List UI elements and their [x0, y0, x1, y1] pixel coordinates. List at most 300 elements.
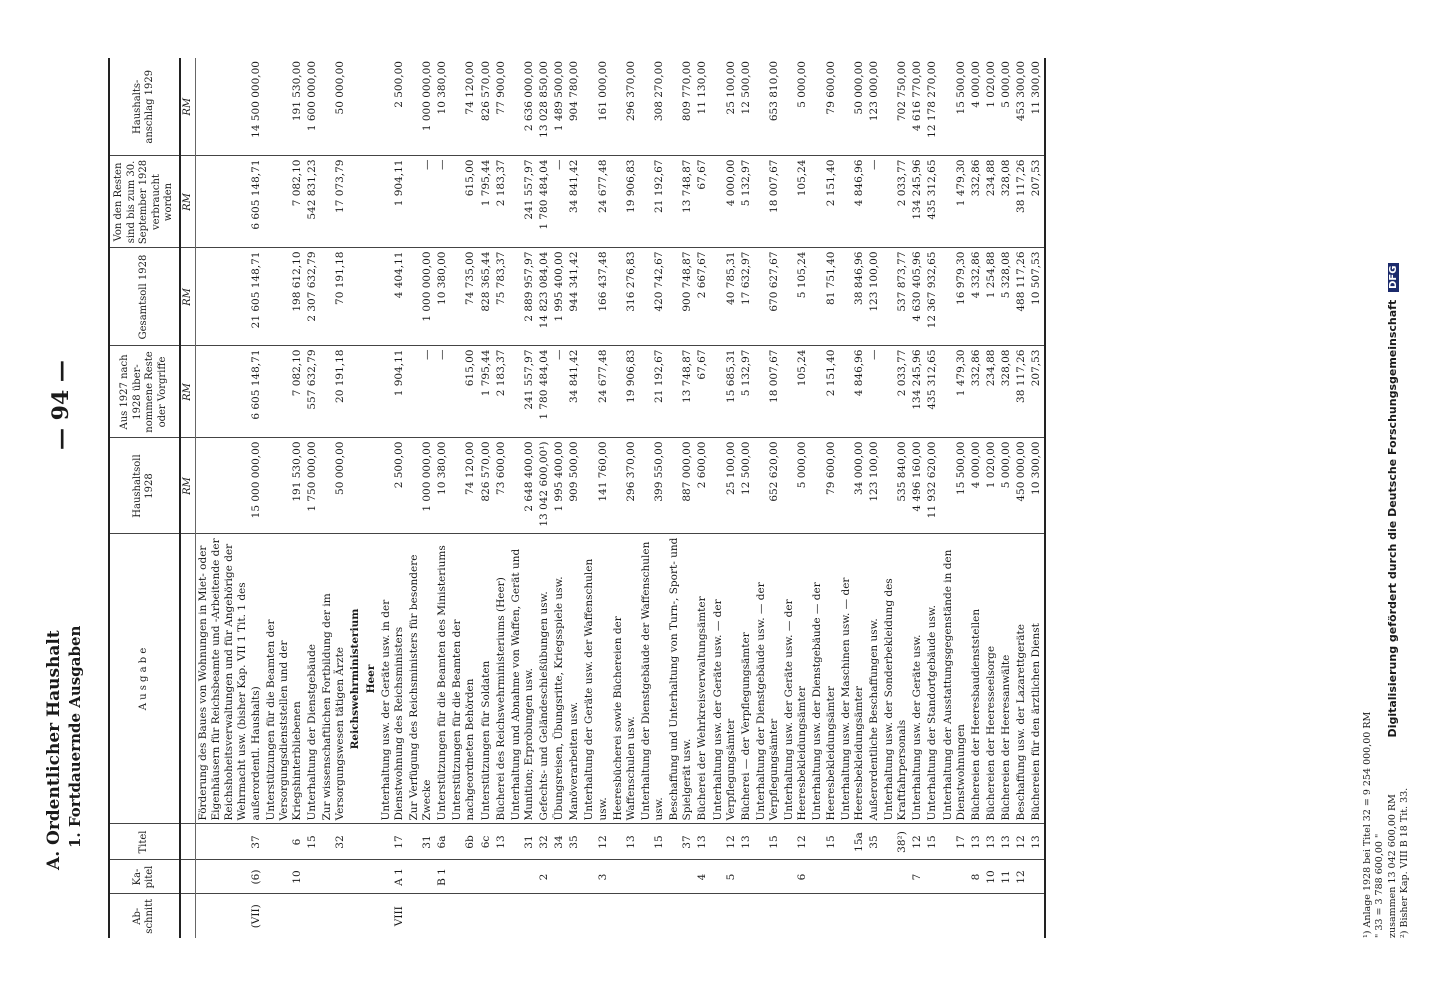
reste-cell: 24 677,48	[582, 346, 610, 438]
soll-1928-cell: 12 500,00	[739, 438, 754, 534]
verbraucht-cell: 7 082,10	[264, 156, 305, 248]
budget-table	[108, 58, 1046, 938]
titel-cell: 13	[695, 824, 710, 860]
gesamtsoll-cell: 4 630 405,96	[910, 248, 925, 346]
gesamtsoll-cell: 316 276,83	[611, 248, 639, 346]
digitization-text: Digitalisierung gefördert durch die Deutsche Forschungsgemeinschaft	[1386, 299, 1399, 738]
col-verbraucht: Von den Resten sind bis zum 30. September 1928 verbraucht worden	[109, 156, 180, 248]
reste-cell: 615,00	[450, 346, 478, 438]
table-row	[552, 58, 567, 938]
kapitel-cell: 10	[984, 860, 999, 894]
ausgabe-cell: Manöverarbeiten usw.	[567, 534, 582, 824]
kapitel-cell	[567, 860, 582, 894]
verbraucht-cell: 328,08	[999, 156, 1014, 248]
reste-cell: 105,24	[782, 346, 810, 438]
table-row	[667, 58, 695, 938]
soll-1928-cell: 399 550,00	[639, 438, 667, 534]
abschnitt-cell	[984, 894, 999, 938]
col-reste: Aus 1927 nach 1928 über-nommene Reste oder Vorgriffe	[109, 346, 180, 438]
kapitel-cell	[739, 860, 754, 894]
kapitel-cell	[810, 860, 838, 894]
col-kapitel: Ka-pitel	[109, 860, 180, 894]
anschlag-1929-cell: 50 000,00	[852, 61, 865, 115]
anschlag-1929-cell: 826 570,00	[479, 61, 492, 122]
soll-1928-cell: 73 600,00	[494, 438, 509, 534]
reste-cell: 234,88	[984, 346, 999, 438]
soll-1928-cell: 191 530,00	[264, 438, 305, 534]
ausgabe-cell: Beschaffung und Unterhaltung von Turn-, Sport- und Spielgerät usw.	[667, 534, 695, 824]
col-gesamtsoll: Gesamtsoll 1928	[109, 248, 180, 346]
soll-1928-cell: 25 100,00	[711, 438, 739, 534]
verbraucht-cell: 18 007,67	[754, 156, 782, 248]
reste-cell: —	[867, 346, 882, 438]
abschnitt-cell	[782, 894, 810, 938]
titel-cell: 12	[910, 824, 925, 860]
verbraucht-cell: 241 557,97	[509, 156, 537, 248]
table-row	[305, 58, 320, 938]
ausgabe-cell: Unterhaltung usw. der Geräte usw. in der Dienstwohnung des Reichsministers	[379, 534, 407, 824]
reste-cell: 332,86	[969, 346, 984, 438]
kapitel-cell: 5	[711, 860, 739, 894]
reste-cell: 5 132,97	[739, 346, 754, 438]
gesamtsoll-cell: 2 667,67	[695, 248, 710, 346]
reste-cell: 207,53	[1029, 346, 1045, 438]
reste-cell: 435 312,65	[925, 346, 940, 438]
ausgabe-cell: Förderung des Baues von Wohnungen in Miet- oder Eigenhäusern für Reichsbeamte und -Arbeitende der Reichshoheitsverwaltungen und für Angehörige der Wehrmacht usw. (bisher Kap. VII 1 Tit. 1 des außerordentl. Haushalts)	[196, 534, 264, 824]
table-row	[969, 58, 984, 938]
verbraucht-cell: 34 841,42	[567, 156, 582, 248]
soll-1928-cell: 535 840,00	[882, 438, 910, 534]
table-row	[910, 58, 925, 938]
titel-cell: 35	[567, 824, 582, 860]
abschnitt-cell	[435, 894, 450, 938]
soll-1928-cell: 34 000,00	[839, 438, 867, 534]
anschlag-1929-cell: 4 000,00	[969, 61, 982, 108]
soll-1928-cell: 10 380,00	[435, 438, 450, 534]
soll-1928-cell: 13 042 600,00¹)	[537, 438, 552, 534]
table-row	[810, 58, 838, 938]
soll-1928-cell: 15 000 000,00	[196, 438, 264, 534]
reste-cell: —	[552, 346, 567, 438]
page-number: — 94 —	[48, 360, 74, 450]
anschlag-1929-cell: 123 000,00	[867, 61, 880, 122]
anschlag-1929-cell: 2 500,00	[392, 61, 405, 108]
table-row	[782, 58, 810, 938]
kapitel-cell	[320, 860, 348, 894]
kapitel-cell	[754, 860, 782, 894]
kapitel-cell	[611, 860, 639, 894]
gesamtsoll-cell: 1 254,88	[984, 248, 999, 346]
gesamtsoll-cell: 1 000 000,00	[407, 248, 435, 346]
table-row	[479, 58, 494, 938]
kapitel-cell	[667, 860, 695, 894]
verbraucht-cell: 542 831,23	[305, 156, 320, 248]
gesamtsoll-cell: 17 632,97	[739, 248, 754, 346]
titel-cell: 38²)	[882, 824, 910, 860]
verbraucht-cell: 435 312,65	[925, 156, 940, 248]
kapitel-cell: (6)	[196, 860, 264, 894]
titel-cell: 15	[754, 824, 782, 860]
titel-cell: 31	[407, 824, 435, 860]
reste-cell: 1 904,11	[379, 346, 407, 438]
dfg-logo: DFG	[1388, 263, 1399, 292]
reste-cell: 21 192,67	[639, 346, 667, 438]
reste-cell: 1 479,30	[941, 346, 969, 438]
ausgabe-cell: Büchereien der Heeresanwälte	[999, 534, 1014, 824]
abschnitt-cell	[582, 894, 610, 938]
ausgabe-cell: Unterhaltung usw. der Maschinen usw. — der Heeresbekleidungsämter	[839, 534, 867, 824]
table-body	[196, 58, 1046, 938]
kapitel-cell: 8	[969, 860, 984, 894]
verbraucht-cell: 17 073,79	[320, 156, 348, 248]
table-row	[320, 58, 348, 938]
abschnitt-cell	[941, 894, 969, 938]
anschlag-1929-cell: 453 300,00	[1015, 61, 1028, 122]
soll-1928-cell: 4 000,00	[969, 438, 984, 534]
verbraucht-cell: 332,86	[969, 156, 984, 248]
abschnitt-cell	[494, 894, 509, 938]
kapitel-cell: 3	[582, 860, 610, 894]
table-row	[435, 58, 450, 938]
abschnitt-cell	[882, 894, 910, 938]
table-row	[494, 58, 509, 938]
table-row	[379, 58, 407, 938]
ausgabe-cell: Büchereien der Heeresseelsorge	[984, 534, 999, 824]
ausgabe-cell: Unterstützungen für Soldaten	[479, 534, 494, 824]
kapitel-cell: 10	[264, 860, 305, 894]
anschlag-1929-cell: 2 636 000,00	[522, 61, 535, 132]
abschnitt-cell	[509, 894, 537, 938]
reste-cell: 241 557,97	[509, 346, 537, 438]
titel-cell: 13	[1029, 824, 1045, 860]
titel-cell: 37	[196, 824, 264, 860]
titel-cell: 32	[537, 824, 552, 860]
verbraucht-cell: 24 677,48	[582, 156, 610, 248]
verbraucht-cell: 234,88	[984, 156, 999, 248]
reste-cell: 557 632,79	[305, 346, 320, 438]
abschnitt-cell	[537, 894, 552, 938]
ausgabe-cell: Heeresbücherei sowie Büchereien der Waffenschulen usw.	[611, 534, 639, 824]
col-titel: Titel	[109, 824, 180, 860]
table-row	[407, 58, 435, 938]
verbraucht-cell: 1 795,44	[479, 156, 494, 248]
table-row	[882, 58, 910, 938]
verbraucht-cell: 105,24	[782, 156, 810, 248]
ausgabe-cell: Unterhaltung usw. der Geräte usw. — der Verpflegungsämter	[711, 534, 739, 824]
gesamtsoll-cell: 944 341,42	[567, 248, 582, 346]
anschlag-1929-cell: 77 900,00	[494, 61, 507, 115]
digitization-note	[1386, 0, 1399, 1000]
section-heading-row	[364, 58, 379, 938]
titel-cell: 31	[509, 824, 537, 860]
footnote-line: " 33 = 3 788 600,00 "	[1374, 833, 1386, 938]
ausgabe-cell: Unterstützungen für die Beamten der Versorgungsdienststellen und der Kriegshinterbliebenen	[264, 534, 305, 824]
verbraucht-cell: 67,67	[695, 156, 710, 248]
gesamtsoll-cell: 123 100,00	[867, 248, 882, 346]
gesamtsoll-cell: 420 742,67	[639, 248, 667, 346]
reste-cell: 34 841,42	[567, 346, 582, 438]
verbraucht-cell: 1 904,11	[379, 156, 407, 248]
reste-cell: 134 245,96	[910, 346, 925, 438]
kapitel-cell: A 1	[379, 860, 407, 894]
titel-cell: 13	[611, 824, 639, 860]
ausgabe-cell: Beschaffung usw. der Lazarettgeräte	[1014, 534, 1029, 824]
titel-cell: 15	[305, 824, 320, 860]
col-anschlag-1929: Haushalts-anschlag 1929	[109, 58, 180, 156]
footnote-line: zusammen 13 042 600,00 RM	[1386, 794, 1398, 938]
unit-label: RM	[180, 248, 196, 346]
verbraucht-cell: 134 245,96	[910, 156, 925, 248]
kapitel-cell: 2	[537, 860, 552, 894]
anschlag-1929-cell: 1 489 500,00	[553, 61, 566, 132]
col-soll-1928: Haushaltsoll 1928	[109, 438, 180, 534]
anschlag-1929-cell: 308 270,00	[653, 61, 665, 122]
ausgabe-cell: Zur wissenschaftlichen Fortbildung der im Versorgungswesen tätigen Ärzte	[320, 534, 348, 824]
ausgabe-cell: Gefechts- und Geländeschießübungen usw.	[537, 534, 552, 824]
verbraucht-cell: 207,53	[1029, 156, 1045, 248]
anschlag-1929-cell: 1 020,00	[984, 61, 997, 108]
kapitel-cell	[494, 860, 509, 894]
section-heading	[44, 625, 84, 870]
ausgabe-cell: Bücherei der Wehrkreisverwaltungsämter	[695, 534, 710, 824]
verbraucht-cell: 1 780 484,04	[537, 156, 552, 248]
abschnitt-cell	[867, 894, 882, 938]
col-ausgabe: A u s g a b e	[109, 534, 180, 824]
verbraucht-cell: 2 151,40	[810, 156, 838, 248]
unit-label: RM	[180, 156, 196, 248]
verbraucht-cell: 615,00	[450, 156, 478, 248]
reste-cell: 1 795,44	[479, 346, 494, 438]
soll-1928-cell: 1 750 000,00	[305, 438, 320, 534]
ausgabe-cell: Unterstützungen für die Beamten des Ministeriums	[435, 534, 450, 824]
titel-cell: 15	[639, 824, 667, 860]
soll-1928-cell: 2 648 400,00	[509, 438, 537, 534]
abschnitt-cell	[320, 894, 348, 938]
abschnitt-cell	[754, 894, 782, 938]
reste-cell: 13 748,87	[667, 346, 695, 438]
abschnitt-cell	[552, 894, 567, 938]
gesamtsoll-cell: 198 612,10	[264, 248, 305, 346]
abschnitt-cell	[305, 894, 320, 938]
ausgabe-cell: Unterhaltung usw. der Geräte usw. — der Heeresbekleidungsämter	[782, 534, 810, 824]
kapitel-cell	[867, 860, 882, 894]
reste-cell: 67,67	[695, 346, 710, 438]
abschnitt-cell	[479, 894, 494, 938]
reste-cell: 328,08	[999, 346, 1014, 438]
gesamtsoll-cell: 4 332,86	[969, 248, 984, 346]
soll-1928-cell: 79 600,00	[810, 438, 838, 534]
table-row	[711, 58, 739, 938]
table-row	[537, 58, 552, 938]
table-row	[925, 58, 940, 938]
abschnitt-cell	[611, 894, 639, 938]
verbraucht-cell: 6 605 148,71	[196, 156, 264, 248]
titel-cell: 13	[984, 824, 999, 860]
titel-cell: 13	[969, 824, 984, 860]
soll-1928-cell: 826 570,00	[479, 438, 494, 534]
abschnitt-cell	[711, 894, 739, 938]
abschnitt-cell	[839, 894, 867, 938]
kapitel-cell	[552, 860, 567, 894]
table-row	[264, 58, 305, 938]
ausgabe-cell: Unterhaltung der Geräte usw. der Waffenschulen usw.	[582, 534, 610, 824]
table-row	[1014, 58, 1029, 938]
abschnitt-cell	[695, 894, 710, 938]
reste-cell: 38 117,26	[1014, 346, 1029, 438]
titel-cell: 13	[494, 824, 509, 860]
reste-cell: 1 780 484,04	[537, 346, 552, 438]
anschlag-1929-cell: 50 000,00	[334, 61, 347, 115]
soll-1928-cell: 450 000,00	[1014, 438, 1029, 534]
gesamtsoll-cell: 2 889 957,97	[509, 248, 537, 346]
abschnitt-cell	[264, 894, 305, 938]
kapitel-cell	[509, 860, 537, 894]
gesamtsoll-cell: 10 380,00	[435, 248, 450, 346]
verbraucht-cell: 4 846,96	[839, 156, 867, 248]
abschnitt-cell	[1029, 894, 1045, 938]
verbraucht-cell: —	[867, 156, 882, 248]
gesamtsoll-cell: 75 783,37	[494, 248, 509, 346]
gesamtsoll-cell: 74 735,00	[450, 248, 478, 346]
gesamtsoll-cell: 670 627,67	[754, 248, 782, 346]
gesamtsoll-cell: 14 823 084,04	[537, 248, 552, 346]
kapitel-cell	[407, 860, 435, 894]
abschnitt-cell	[667, 894, 695, 938]
titel-cell: 34	[552, 824, 567, 860]
reste-cell: —	[435, 346, 450, 438]
verbraucht-cell: 4 000,00	[711, 156, 739, 248]
anschlag-1929-cell: 12 500,00	[739, 61, 752, 115]
unit-row	[180, 58, 196, 938]
reste-cell: 18 007,67	[754, 346, 782, 438]
titel-cell: 37	[667, 824, 695, 860]
gesamtsoll-cell: 1 995 400,00	[552, 248, 567, 346]
anschlag-1929-cell: 809 770,00	[681, 61, 694, 122]
anschlag-1929-cell: 5 000,00	[1000, 61, 1012, 108]
abschnitt-cell	[1014, 894, 1029, 938]
kapitel-cell	[305, 860, 320, 894]
kapitel-cell: 7	[910, 860, 925, 894]
anschlag-1929-cell: 15 500,00	[954, 61, 967, 115]
reste-cell: 2 183,37	[494, 346, 509, 438]
anschlag-1929-cell: 25 100,00	[724, 61, 737, 115]
anschlag-1929-cell: 14 500 000,00	[249, 61, 262, 138]
verbraucht-cell: —	[552, 156, 567, 248]
titel-cell: 15a	[839, 824, 867, 860]
ausgabe-cell: Büchereien für den ärztlichen Dienst	[1029, 534, 1045, 824]
gesamtsoll-cell: 5 328,08	[999, 248, 1014, 346]
anschlag-1929-cell: 904 780,00	[568, 61, 581, 122]
gesamtsoll-cell: 2 307 632,79	[305, 248, 320, 346]
verbraucht-cell: 19 906,83	[611, 156, 639, 248]
verbraucht-cell: 1 479,30	[941, 156, 969, 248]
anschlag-1929-cell: 5 000,00	[796, 61, 809, 108]
abschnitt-cell	[925, 894, 940, 938]
anschlag-1929-cell: 653 810,00	[768, 61, 780, 122]
ausgabe-cell: Außerordentliche Beschaffungen usw.	[867, 534, 882, 824]
verbraucht-cell: 21 192,67	[639, 156, 667, 248]
kapitel-cell	[839, 860, 867, 894]
table-row	[1029, 58, 1045, 938]
anschlag-1929-cell: 74 120,00	[464, 61, 477, 115]
anschlag-1929-cell: 4 616 770,00	[911, 61, 924, 132]
abschnitt-cell	[407, 894, 435, 938]
gesamtsoll-cell: 10 507,53	[1029, 248, 1045, 346]
abschnitt-cell	[999, 894, 1014, 938]
abschnitt-cell: (VII)	[196, 894, 264, 938]
verbraucht-cell: —	[407, 156, 435, 248]
titel-cell: 6b	[450, 824, 478, 860]
titel-cell: 13	[739, 824, 754, 860]
abschnitt-cell	[567, 894, 582, 938]
kapitel-cell	[941, 860, 969, 894]
soll-1928-cell: 1 020,00	[984, 438, 999, 534]
titel-cell: 6	[264, 824, 305, 860]
ausgabe-cell: Unterhaltung und Abnahme von Waffen, Gerät und Munition; Erprobungen usw.	[509, 534, 537, 824]
table-row	[999, 58, 1014, 938]
kapitel-cell: 11	[999, 860, 1014, 894]
ausgabe-cell: Bücherei des Reichswehrministeriums (Heer)	[494, 534, 509, 824]
reste-cell: 2 151,40	[810, 346, 838, 438]
table-row	[839, 58, 867, 938]
titel-cell: 17	[379, 824, 407, 860]
table-header-row	[109, 58, 180, 938]
verbraucht-cell: 13 748,87	[667, 156, 695, 248]
ausgabe-cell: Unterhaltung der Standortgebäude usw.	[925, 534, 940, 824]
table-row	[509, 58, 537, 938]
anschlag-1929-cell: 79 600,00	[824, 61, 837, 115]
soll-1928-cell: 74 120,00	[450, 438, 478, 534]
anschlag-1929-cell: 12 178 270,00	[926, 61, 939, 138]
gesamtsoll-cell: 16 979,30	[941, 248, 969, 346]
titel-cell: 32	[320, 824, 348, 860]
verbraucht-cell: 2 033,77	[882, 156, 910, 248]
ausgabe-cell: Unterhaltung usw. der Dienstgebäude — der Heeresbekleidungsämter	[810, 534, 838, 824]
anschlag-1929-cell: 11 300,00	[1029, 58, 1045, 156]
soll-1928-cell: 11 932 620,00	[925, 438, 940, 534]
section-heading-row	[348, 58, 363, 938]
ausgabe-cell: Unterstützungen für die Beamten der nachgeordneten Behörden	[450, 534, 478, 824]
abschnitt-cell	[639, 894, 667, 938]
kapitel-cell: 6	[782, 860, 810, 894]
titel-cell: 6a	[435, 824, 450, 860]
gesamtsoll-cell: 900 748,87	[667, 248, 695, 346]
reste-cell: 19 906,83	[611, 346, 639, 438]
titel-cell: 12	[1014, 824, 1029, 860]
soll-1928-cell: 10 300,00	[1029, 438, 1045, 534]
anschlag-1929-cell: 161 000,00	[596, 61, 609, 122]
titel-cell: 12	[711, 824, 739, 860]
gesamtsoll-cell: 70 191,18	[320, 248, 348, 346]
soll-1928-cell: 5 000,00	[782, 438, 810, 534]
abschnitt-cell	[810, 894, 838, 938]
table-row	[611, 58, 639, 938]
reste-cell: 2 033,77	[882, 346, 910, 438]
verbraucht-cell: 38 117,26	[1014, 156, 1029, 248]
ausgabe-cell: Unterhaltung usw. der Geräte usw.	[910, 534, 925, 824]
gesamtsoll-cell: 38 846,96	[839, 248, 867, 346]
table-row	[450, 58, 478, 938]
soll-1928-cell: 1 995 400,00	[552, 438, 567, 534]
subsection-title: 1. Fortdauernde Ausgaben	[66, 625, 84, 848]
soll-1928-cell: 4 496 160,00	[910, 438, 925, 534]
kapitel-cell	[639, 860, 667, 894]
verbraucht-cell: 2 183,37	[494, 156, 509, 248]
table-row	[695, 58, 710, 938]
anschlag-1929-cell: 191 530,00	[290, 61, 303, 122]
gesamtsoll-cell: 81 751,40	[810, 248, 838, 346]
soll-1928-cell: 296 370,00	[611, 438, 639, 534]
